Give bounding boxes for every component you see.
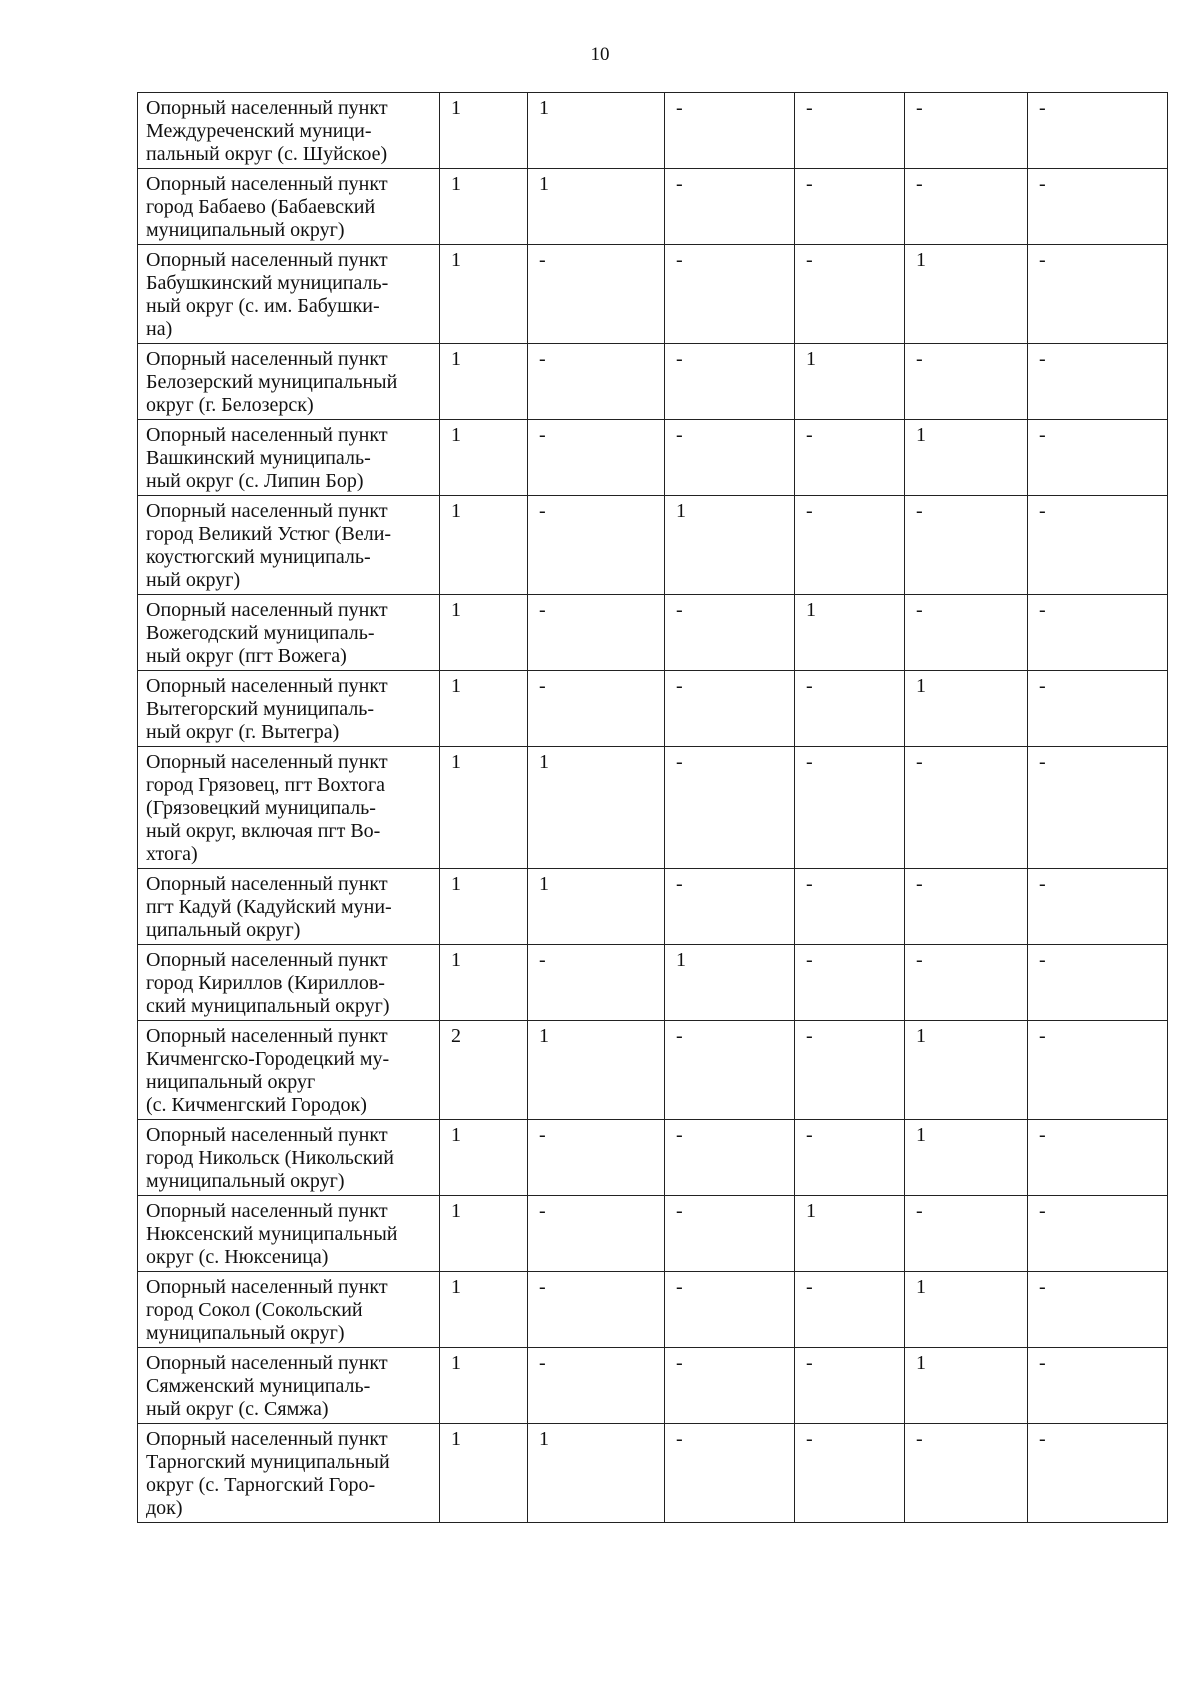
value-cell-col-3: - (665, 747, 795, 869)
settlement-name-line: Белозерский муниципальный (146, 371, 398, 393)
table-row (138, 945, 1168, 1021)
value-cell-col-4: - (795, 169, 905, 245)
value-cell-col-3: 1 (665, 945, 795, 1021)
value-cell-col-2: 1 (528, 869, 665, 945)
value-cell-col-4: - (795, 420, 905, 496)
table-row (138, 1424, 1168, 1523)
value-cell-col-4: - (795, 1120, 905, 1196)
settlement-name-cell (138, 869, 440, 945)
settlement-name-cell (138, 496, 440, 595)
value-cell-col-2: - (528, 344, 665, 420)
settlement-name-line: Кичменгско-Городецкий му- (146, 1048, 390, 1070)
settlement-name-line: Опорный населенный пункт (146, 1428, 388, 1450)
value-cell-col-4: - (795, 945, 905, 1021)
settlement-name-cell (138, 1272, 440, 1348)
settlement-name-line: Опорный населенный пункт (146, 751, 388, 773)
value-cell-col-1: 1 (440, 169, 528, 245)
value-cell-col-6: - (1028, 344, 1168, 420)
value-cell-col-6: - (1028, 671, 1168, 747)
value-cell-col-6: - (1028, 595, 1168, 671)
value-cell-col-5: - (905, 945, 1028, 1021)
value-cell-col-6: - (1028, 496, 1168, 595)
value-cell-col-1: 1 (440, 747, 528, 869)
table-row (138, 1272, 1168, 1348)
value-cell-col-2: 1 (528, 747, 665, 869)
settlement-name-cell (138, 1424, 440, 1523)
settlement-name-cell (138, 1120, 440, 1196)
value-cell-col-3: - (665, 93, 795, 169)
value-cell-col-5: 1 (905, 1021, 1028, 1120)
settlement-name-line: (с. Кичменгский Городок) (146, 1094, 367, 1116)
settlement-name-cell (138, 1021, 440, 1120)
value-cell-col-2: - (528, 1120, 665, 1196)
value-cell-col-6: - (1028, 747, 1168, 869)
value-cell-col-6: - (1028, 945, 1168, 1021)
value-cell-col-3: - (665, 344, 795, 420)
value-cell-col-4: - (795, 1272, 905, 1348)
value-cell-col-5: 1 (905, 1348, 1028, 1424)
settlement-name-line: город Великий Устюг (Вели- (146, 523, 392, 545)
settlement-name-line: округ (г. Белозерск) (146, 394, 314, 416)
value-cell-col-6: - (1028, 93, 1168, 169)
value-cell-col-2: - (528, 595, 665, 671)
value-cell-col-5: - (905, 344, 1028, 420)
settlements-table (137, 92, 1168, 1523)
value-cell-col-2: - (528, 420, 665, 496)
table-row (138, 1348, 1168, 1424)
value-cell-col-1: 1 (440, 1424, 528, 1523)
table-row (138, 245, 1168, 344)
settlement-name-line: ципальный округ) (146, 919, 301, 941)
value-cell-col-1: 1 (440, 595, 528, 671)
value-cell-col-1: 1 (440, 420, 528, 496)
value-cell-col-3: - (665, 1021, 795, 1120)
table-row (138, 1196, 1168, 1272)
settlement-name-cell (138, 1196, 440, 1272)
value-cell-col-6: - (1028, 1424, 1168, 1523)
value-cell-col-5: 1 (905, 1120, 1028, 1196)
value-cell-col-3: - (665, 420, 795, 496)
table-row (138, 169, 1168, 245)
settlement-name-line: Опорный населенный пункт (146, 173, 388, 195)
settlement-name-cell (138, 420, 440, 496)
value-cell-col-3: - (665, 169, 795, 245)
value-cell-col-6: - (1028, 1196, 1168, 1272)
value-cell-col-6: - (1028, 1120, 1168, 1196)
value-cell-col-2: - (528, 671, 665, 747)
settlement-name-line: Тарногский муниципальный (146, 1451, 390, 1473)
value-cell-col-1: 1 (440, 1348, 528, 1424)
value-cell-col-5: - (905, 496, 1028, 595)
settlement-name-line: Вашкинский муниципаль- (146, 447, 371, 469)
settlement-name-line: Нюксенский муниципальный (146, 1223, 398, 1245)
settlement-name-cell (138, 245, 440, 344)
value-cell-col-2: - (528, 245, 665, 344)
value-cell-col-1: 1 (440, 1120, 528, 1196)
settlement-name-line: Опорный населенный пункт (146, 1352, 388, 1374)
settlement-name-line: муниципальный округ) (146, 1170, 345, 1192)
table-row (138, 869, 1168, 945)
page-number: 10 (590, 44, 610, 65)
settlement-name-cell (138, 595, 440, 671)
settlement-name-line: Сямженский муниципаль- (146, 1375, 371, 1397)
value-cell-col-4: 1 (795, 344, 905, 420)
value-cell-col-6: - (1028, 1272, 1168, 1348)
value-cell-col-4: - (795, 1348, 905, 1424)
settlement-name-cell (138, 169, 440, 245)
settlement-name-line: ный округ (с. им. Бабушки- (146, 295, 380, 317)
value-cell-col-3: - (665, 671, 795, 747)
value-cell-col-1: 1 (440, 671, 528, 747)
settlement-name-cell (138, 1348, 440, 1424)
value-cell-col-6: - (1028, 869, 1168, 945)
settlement-name-line: Опорный населенный пункт (146, 675, 388, 697)
value-cell-col-1: 1 (440, 496, 528, 595)
value-cell-col-4: - (795, 245, 905, 344)
settlement-name-line: город Кириллов (Кириллов- (146, 972, 385, 994)
value-cell-col-4: - (795, 1424, 905, 1523)
value-cell-col-5: 1 (905, 245, 1028, 344)
value-cell-col-5: - (905, 1196, 1028, 1272)
settlement-name-line: пгт Кадуй (Кадуйский муни- (146, 896, 392, 918)
settlement-name-line: Вожегодский муниципаль- (146, 622, 375, 644)
value-cell-col-5: - (905, 595, 1028, 671)
settlement-name-cell (138, 945, 440, 1021)
settlement-name-line: Опорный населенный пункт (146, 500, 388, 522)
value-cell-col-2: - (528, 1196, 665, 1272)
settlement-name-line: ный округ (г. Вытегра) (146, 721, 340, 743)
value-cell-col-4: 1 (795, 1196, 905, 1272)
table-row (138, 93, 1168, 169)
table-row (138, 344, 1168, 420)
value-cell-col-6: - (1028, 1021, 1168, 1120)
settlement-name-line: Опорный населенный пункт (146, 1025, 388, 1047)
value-cell-col-2: 1 (528, 1424, 665, 1523)
settlement-name-line: Опорный населенный пункт (146, 1200, 388, 1222)
settlement-name-line: Опорный населенный пункт (146, 424, 388, 446)
table-row (138, 1120, 1168, 1196)
settlement-name-line: Опорный населенный пункт (146, 249, 388, 271)
value-cell-col-4: - (795, 496, 905, 595)
value-cell-col-2: - (528, 496, 665, 595)
settlement-name-line: ный округ (с. Сямжа) (146, 1398, 329, 1420)
settlement-name-cell (138, 344, 440, 420)
value-cell-col-4: 1 (795, 595, 905, 671)
settlement-name-line: Опорный населенный пункт (146, 599, 388, 621)
value-cell-col-4: - (795, 747, 905, 869)
value-cell-col-1: 2 (440, 1021, 528, 1120)
value-cell-col-4: - (795, 93, 905, 169)
value-cell-col-4: - (795, 1021, 905, 1120)
settlement-name-cell (138, 93, 440, 169)
value-cell-col-1: 1 (440, 245, 528, 344)
settlement-name-line: город Сокол (Сокольский (146, 1299, 363, 1321)
settlement-name-line: Опорный населенный пункт (146, 873, 388, 895)
settlement-name-cell (138, 747, 440, 869)
value-cell-col-3: - (665, 1272, 795, 1348)
value-cell-col-5: - (905, 93, 1028, 169)
value-cell-col-1: 1 (440, 93, 528, 169)
value-cell-col-5: 1 (905, 420, 1028, 496)
value-cell-col-5: - (905, 1424, 1028, 1523)
table-row (138, 1021, 1168, 1120)
table-body (138, 93, 1168, 1523)
table-row (138, 496, 1168, 595)
settlement-name-line: город Грязовец, пгт Вохтога (146, 774, 386, 796)
value-cell-col-6: - (1028, 1348, 1168, 1424)
value-cell-col-5: 1 (905, 1272, 1028, 1348)
settlement-name-cell (138, 671, 440, 747)
settlement-name-line: Опорный населенный пункт (146, 97, 388, 119)
value-cell-col-2: 1 (528, 1021, 665, 1120)
value-cell-col-1: 1 (440, 945, 528, 1021)
settlement-name-line: хтога) (146, 843, 198, 865)
value-cell-col-2: - (528, 1272, 665, 1348)
settlement-name-line: ниципальный округ (146, 1071, 316, 1093)
settlement-name-line: ный округ (с. Липин Бор) (146, 470, 364, 492)
value-cell-col-3: - (665, 595, 795, 671)
table-row (138, 595, 1168, 671)
value-cell-col-3: - (665, 1348, 795, 1424)
settlement-name-line: Опорный населенный пункт (146, 348, 388, 370)
settlement-name-line: город Никольск (Никольский (146, 1147, 394, 1169)
value-cell-col-6: - (1028, 245, 1168, 344)
value-cell-col-1: 1 (440, 1272, 528, 1348)
settlement-name-line: муниципальный округ) (146, 1322, 345, 1344)
value-cell-col-3: - (665, 245, 795, 344)
settlement-name-line: Междуреченский муници- (146, 120, 372, 142)
value-cell-col-4: - (795, 671, 905, 747)
settlement-name-line: ный округ, включая пгт Во- (146, 820, 381, 842)
value-cell-col-6: - (1028, 420, 1168, 496)
settlement-name-line: пальный округ (с. Шуйское) (146, 143, 388, 165)
settlement-name-line: округ (с. Тарногский Горо- (146, 1474, 376, 1496)
value-cell-col-1: 1 (440, 869, 528, 945)
value-cell-col-5: - (905, 869, 1028, 945)
value-cell-col-3: - (665, 869, 795, 945)
settlement-name-line: ный округ) (146, 569, 241, 591)
value-cell-col-3: - (665, 1196, 795, 1272)
value-cell-col-2: - (528, 945, 665, 1021)
value-cell-col-3: - (665, 1424, 795, 1523)
value-cell-col-2: 1 (528, 169, 665, 245)
value-cell-col-1: 1 (440, 1196, 528, 1272)
table-row (138, 747, 1168, 869)
value-cell-col-3: 1 (665, 496, 795, 595)
value-cell-col-6: - (1028, 169, 1168, 245)
table-row (138, 420, 1168, 496)
value-cell-col-4: - (795, 869, 905, 945)
value-cell-col-1: 1 (440, 344, 528, 420)
value-cell-col-2: 1 (528, 93, 665, 169)
value-cell-col-3: - (665, 1120, 795, 1196)
settlement-name-line: Опорный населенный пункт (146, 1276, 388, 1298)
table-row (138, 671, 1168, 747)
settlement-name-line: ный округ (пгт Вожега) (146, 645, 347, 667)
settlement-name-line: муниципальный округ) (146, 219, 345, 241)
value-cell-col-5: 1 (905, 671, 1028, 747)
settlement-name-line: Опорный населенный пункт (146, 949, 388, 971)
settlement-name-line: на) (146, 318, 173, 340)
settlement-name-line: коустюгский муниципаль- (146, 546, 371, 568)
settlement-name-line: ский муниципальный округ) (146, 995, 390, 1017)
settlement-name-line: город Бабаево (Бабаевский (146, 196, 376, 218)
settlement-name-line: Вытегорский муниципаль- (146, 698, 375, 720)
settlement-name-line: док) (146, 1497, 183, 1519)
settlement-name-line: (Грязовецкий муниципаль- (146, 797, 376, 819)
value-cell-col-5: - (905, 747, 1028, 869)
value-cell-col-5: - (905, 169, 1028, 245)
settlement-name-line: Опорный населенный пункт (146, 1124, 388, 1146)
settlement-name-line: округ (с. Нюксеница) (146, 1246, 329, 1268)
value-cell-col-2: - (528, 1348, 665, 1424)
settlement-name-line: Бабушкинский муниципаль- (146, 272, 389, 294)
